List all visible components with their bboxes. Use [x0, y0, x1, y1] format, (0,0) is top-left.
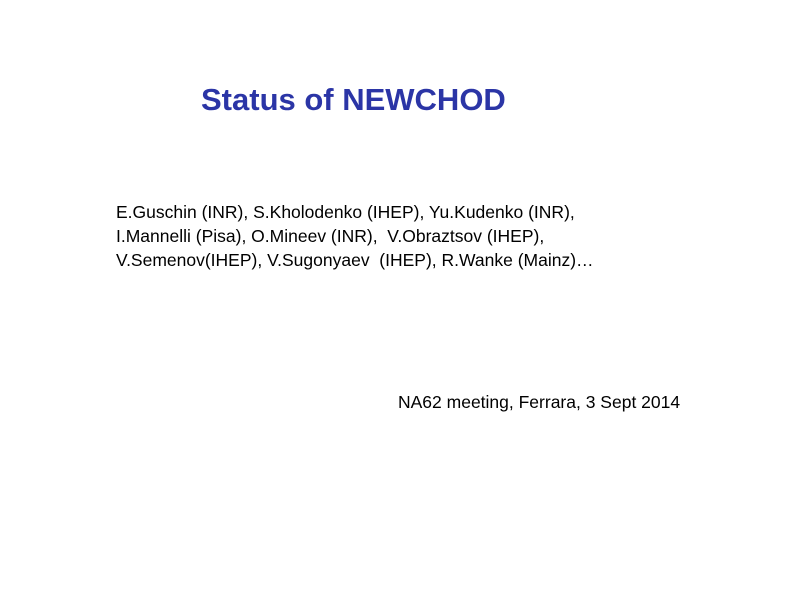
meeting-info: NA62 meeting, Ferrara, 3 Sept 2014 [398, 392, 681, 412]
slide-title: Status of NEWCHOD [201, 82, 506, 117]
author-line: V.Semenov(IHEP), V.Sugonyaev (IHEP), R.Wanke (Mainz)… [116, 250, 594, 270]
author-list [116, 200, 594, 272]
author-line: E.Guschin (INR), S.Kholodenko (IHEP), Yu.Kudenko (INR), [116, 202, 575, 222]
author-line: I.Mannelli (Pisa), O.Mineev (INR), V.Obraztsov (IHEP), [116, 226, 545, 246]
